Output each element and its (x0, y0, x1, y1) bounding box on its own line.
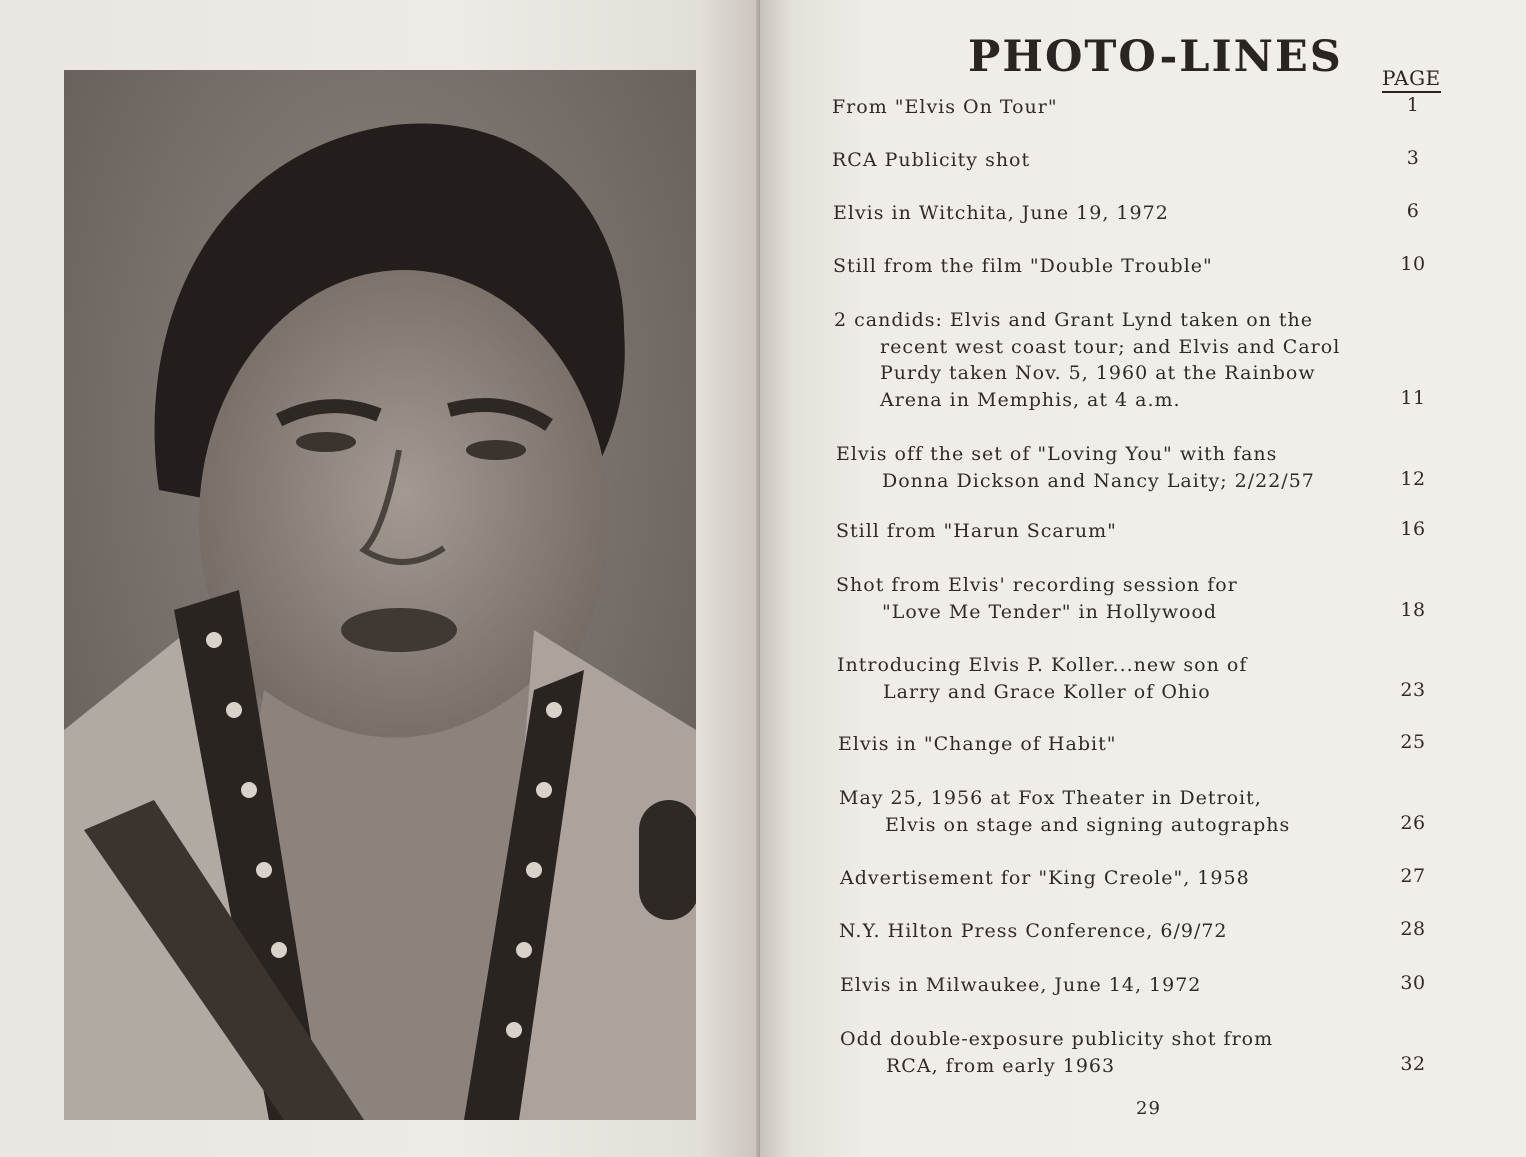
entry-caption-line: Elvis on stage and signing autographs (885, 813, 1291, 836)
entry-caption-line: Introducing Elvis P. Koller...new son of (837, 654, 1248, 676)
entry-caption-line: Elvis off the set of "Loving You" with fans (836, 443, 1278, 465)
page-column-header: PAGE (1382, 66, 1441, 93)
photo-line-entry (839, 918, 1439, 945)
entry-caption-line: N.Y. Hilton Press Conference, 6/9/72 (839, 920, 1228, 942)
photo-line-entry (833, 200, 1433, 227)
entry-caption-line: Larry and Grace Koller of Ohio (883, 680, 1211, 703)
entry-page-number: 11 (1400, 386, 1426, 409)
page-number: 29 (1136, 1098, 1161, 1119)
entry-page-number: 23 (1400, 678, 1426, 701)
photo-line-entry (840, 1026, 1440, 1079)
entry-caption-line: May 25, 1956 at Fox Theater in Detroit, (839, 787, 1262, 809)
entry-caption-line: Still from "Harun Scarum" (836, 520, 1117, 542)
entry-page-number: 27 (1400, 865, 1426, 887)
entry-page-number: 25 (1400, 731, 1426, 753)
entry-page-number: 1 (1406, 94, 1420, 116)
left-page (0, 0, 760, 1157)
photo-line-entry (840, 972, 1440, 999)
entry-page-number: 3 (1406, 147, 1420, 169)
entry-caption-line: recent west coast tour; and Elvis and Carol (880, 335, 1341, 358)
photo-line-entry (836, 572, 1436, 625)
entry-caption-line: Shot from Elvis' recording session for (836, 574, 1238, 596)
entry-caption-line: RCA, from early 1963 (886, 1054, 1116, 1077)
entry-page-number: 32 (1400, 1052, 1426, 1075)
entry-caption-line: Elvis in "Change of Habit" (838, 733, 1117, 755)
entry-caption-line: 2 candids: Elvis and Grant Lynd taken on the (834, 309, 1314, 331)
photo-line-entry (836, 518, 1436, 545)
entry-caption-line: Elvis in Milwaukee, June 14, 1972 (840, 974, 1202, 996)
photo-line-entry (839, 785, 1439, 838)
entry-caption-line: Still from the film "Double Trouble" (833, 255, 1213, 277)
entry-caption-line: "Love Me Tender" in Hollywood (882, 600, 1218, 623)
photo-line-entry (838, 731, 1438, 758)
entry-caption-line: Elvis in Witchita, June 19, 1972 (833, 202, 1169, 224)
entry-page-number: 10 (1400, 253, 1426, 275)
page-title: PHOTO-LINES (968, 32, 1343, 82)
photo-line-entry (832, 94, 1432, 121)
entry-page-number: 16 (1400, 518, 1426, 540)
photo-line-entry (832, 147, 1432, 174)
entry-page-number: 26 (1400, 811, 1426, 834)
entry-caption-line: Donna Dickson and Nancy Laity; 2/22/57 (882, 469, 1315, 492)
entry-caption-line: RCA Publicity shot (832, 149, 1031, 171)
entry-page-number: 30 (1400, 972, 1426, 994)
entry-page-number: 28 (1400, 918, 1426, 940)
photo-line-entry (833, 253, 1433, 280)
photo-line-entry (837, 652, 1437, 705)
photo-line-entry (840, 865, 1440, 892)
entry-caption-line: Odd double-exposure publicity shot from (840, 1028, 1274, 1050)
entry-caption-line: From "Elvis On Tour" (832, 96, 1058, 118)
photo-line-entry (834, 307, 1434, 413)
entry-caption-line: Arena in Memphis, at 4 a.m. (880, 388, 1181, 411)
entry-caption-line: Advertisement for "King Creole", 1958 (840, 867, 1250, 889)
entry-caption-line: Purdy taken Nov. 5, 1960 at the Rainbow (880, 362, 1316, 384)
entry-page-number: 18 (1400, 598, 1426, 621)
entry-page-number: 6 (1406, 200, 1420, 222)
portrait-photo (64, 70, 696, 1120)
entry-page-number: 12 (1400, 467, 1426, 490)
photo-line-entry (836, 441, 1436, 494)
